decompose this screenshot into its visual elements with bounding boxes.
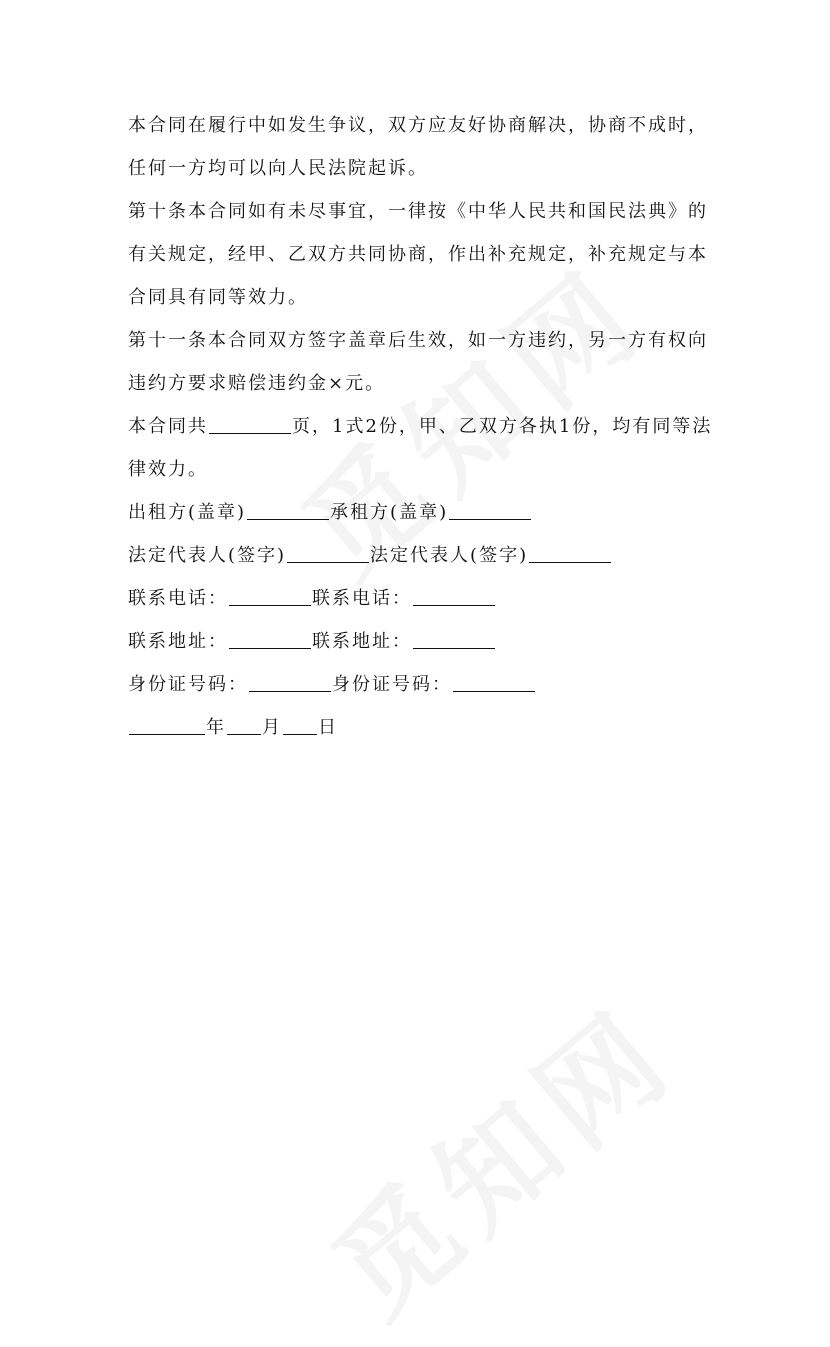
legal-rep-label-2: 法定代表人(签字) <box>370 545 529 566</box>
id-row <box>128 663 718 706</box>
address-blank-1 <box>229 630 311 649</box>
copies-suffix: 页，1式2份，甲、乙双方各执1份，均有同等法律效力。 <box>128 416 713 480</box>
address-label-2: 联系地址： <box>312 631 412 652</box>
id-label-2: 身份证号码： <box>332 674 452 695</box>
seal-row <box>128 491 718 534</box>
day-blank <box>283 716 317 735</box>
lessee-seal-blank <box>449 501 531 520</box>
phone-label-2: 联系电话： <box>312 588 412 609</box>
phone-blank-1 <box>229 587 311 606</box>
address-blank-2 <box>413 630 495 649</box>
watermark <box>292 963 705 1347</box>
paragraph-article-10: 第十条本合同如有未尽事宜，一律按《中华人民共和国民法典》的有关规定，经甲、乙双方共同协商，作出补充规定，补充规定与本合同具有同等效力。 <box>128 201 708 308</box>
id-blank-2 <box>453 673 535 692</box>
copies-prefix: 本合同共 <box>128 416 208 437</box>
lessee-seal-label: 承租方(盖章) <box>330 502 449 523</box>
document-body <box>128 104 718 749</box>
legal-rep-label-1: 法定代表人(签字) <box>128 545 287 566</box>
legal-rep-blank-1 <box>287 544 369 563</box>
year-label: 年 <box>206 717 226 738</box>
date-row <box>128 706 718 749</box>
phone-row <box>128 577 718 620</box>
month-label: 月 <box>262 717 282 738</box>
phone-label-1: 联系电话： <box>128 588 228 609</box>
lessor-seal-blank <box>247 501 329 520</box>
paragraph-copies <box>128 405 718 491</box>
id-blank-1 <box>249 673 331 692</box>
legal-rep-blank-2 <box>529 544 611 563</box>
paragraph-dispute: 本合同在履行中如发生争议，双方应友好协商解决，协商不成时，任何一方均可以向人民法院起诉。 <box>128 115 708 179</box>
day-label: 日 <box>318 717 338 738</box>
id-label-1: 身份证号码： <box>128 674 248 695</box>
month-blank <box>227 716 261 735</box>
page-count-blank <box>209 415 291 434</box>
lessor-seal-label: 出租方(盖章) <box>128 502 247 523</box>
year-blank <box>129 716 205 735</box>
phone-blank-2 <box>413 587 495 606</box>
address-row <box>128 620 718 663</box>
paragraph-article-11: 第十一条本合同双方签字盖章后生效，如一方违约，另一方有权向违约方要求赔偿违约金×元。 <box>128 330 708 394</box>
legal-rep-row <box>128 534 718 577</box>
address-label-1: 联系地址： <box>128 631 228 652</box>
